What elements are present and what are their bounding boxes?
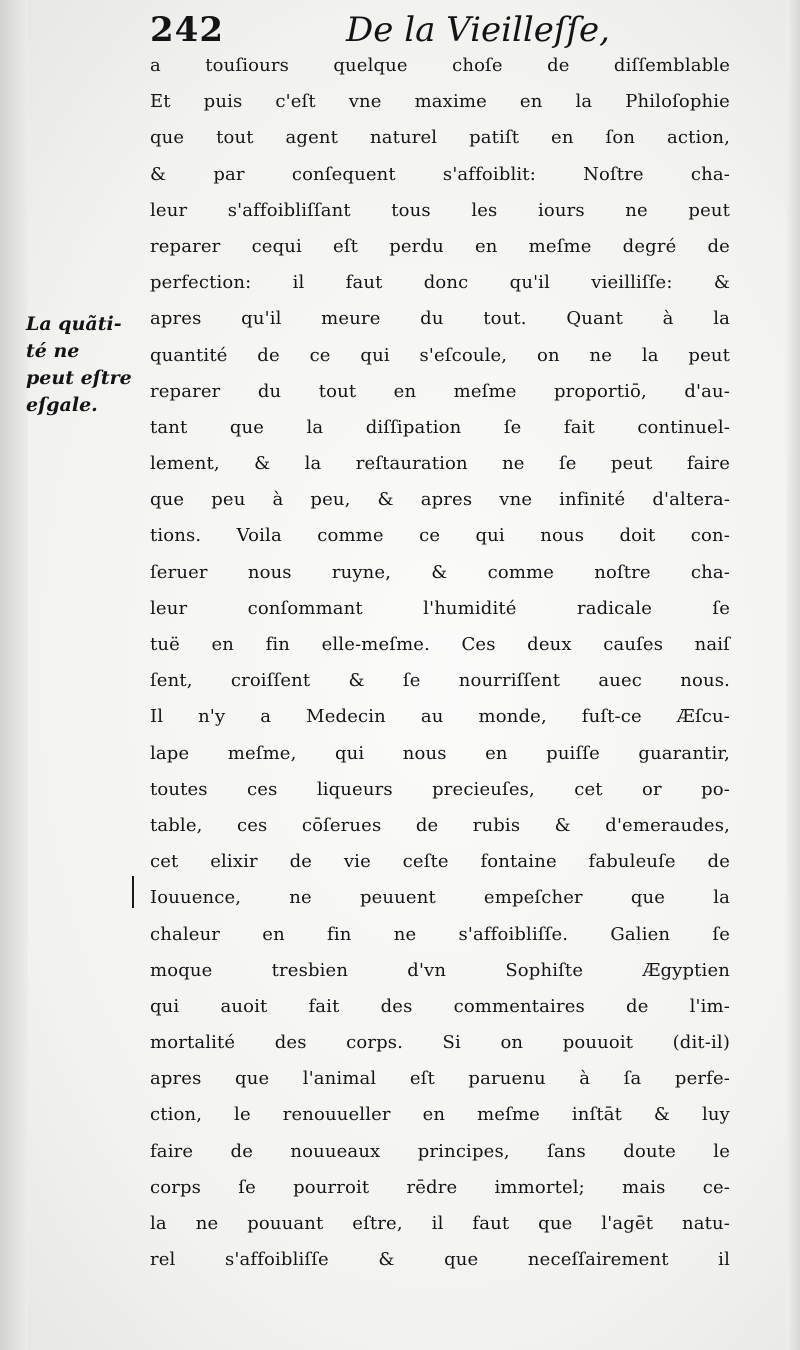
page-edge-shadow [786, 0, 800, 1350]
body-text [150, 48, 730, 1278]
text-line: chaleur en fin ne s'affoibliſſe. Galien ſe [150, 923, 730, 945]
text-line: tuë en fin elle-meſme. Ces deux cauſes naiſ [150, 634, 730, 655]
text-line: & par conſequent s'affoiblit: Noſtre cha- [150, 163, 730, 185]
text-line: corps ſe pourroit rēdre immortel; mais ce- [150, 1176, 730, 1198]
text-line: table, ces cōſerues de rubis & d'emeraudes, [150, 814, 730, 836]
text-line: lape meſme, qui nous en puiſſe guarantir, [150, 742, 730, 764]
text-line: leur conſommant l'humidité radicale ſe [150, 597, 730, 619]
text-line: mortalité des corps. Si on pouuoit (dit-il) [150, 1032, 730, 1054]
text-line: a touſiours quelque choſe de diſſemblable [150, 55, 730, 76]
text-line: Et puis c'eſt vne maxime en la Philoſophie [150, 91, 730, 113]
margin-note [26, 311, 146, 419]
text-line: rel s'affoibliſſe & que neceſſairement il [150, 1249, 730, 1271]
text-line: Iouuence, ne peuuent empeſcher que la [150, 887, 730, 909]
text-line: la ne pouuant eſtre, il faut que l'agēt natu- [150, 1213, 730, 1234]
text-line: Il n'y a Medecin au monde, fuſt-ce Æſcu- [150, 706, 730, 728]
text-line: perfection: il faut donc qu'il vieilliſſe: & [150, 272, 730, 294]
running-head: De la Vieilleſſe, [346, 10, 610, 50]
text-line: que tout agent naturel patiſt en ſon action, [150, 127, 730, 149]
text-line: ſeruer nous ruyne, & comme noſtre cha- [150, 561, 730, 583]
text-line: tant que la diſſipation ſe fait continuel- [150, 416, 730, 438]
text-line: lement, & la reſtauration ne ſe peut faire [150, 453, 730, 475]
page-number: 242 [150, 10, 224, 50]
margin-note-line: peut eſtre [26, 367, 132, 389]
margin-note-line: La quãti- [26, 313, 122, 335]
text-line: cet elixir de vie ceſte fontaine fabuleuſe de [150, 851, 730, 873]
text-line: ction, le renouueller en meſme inſtāt & luy [150, 1104, 730, 1126]
text-line: tions. Voila comme ce qui nous doit con- [150, 525, 730, 547]
margin-note-line: té ne [26, 340, 80, 362]
text-line: quantité de ce qui s'eſcoule, on ne la peut [150, 344, 730, 366]
margin-mark [132, 876, 134, 908]
text-line: moque tresbien d'vn Sophiſte Ægyptien [150, 959, 730, 981]
text-line: faire de nouueaux principes, ſans doute le [150, 1140, 730, 1162]
text-line: apres qu'il meure du tout. Quant à la [150, 308, 730, 330]
text-line: reparer du tout en meſme proportiō, d'au- [150, 380, 730, 402]
margin-note-line: eſgale. [26, 394, 98, 416]
text-line: reparer cequi eſt perdu en meſme degré de [150, 235, 730, 257]
page-gutter-shadow [0, 0, 28, 1350]
text-line: ſent, croiſſent & ſe nourriſſent auec nous. [150, 670, 730, 692]
text-line: leur s'affoibliſſant tous les iours ne peut [150, 199, 730, 221]
text-line: qui auoit fait des commentaires de l'im- [150, 995, 730, 1017]
text-line: que peu à peu, & apres vne infinité d'altera- [150, 489, 730, 511]
text-line: apres que l'animal eſt paruenu à ſa perfe- [150, 1068, 730, 1090]
text-line: toutes ces liqueurs precieuſes, cet or po- [150, 778, 730, 800]
